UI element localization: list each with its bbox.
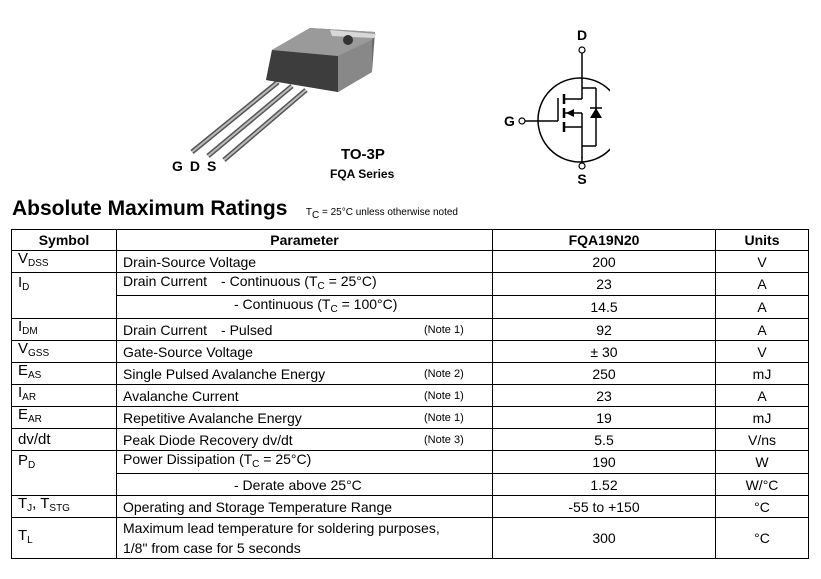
schematic-gate-label: G [504, 113, 515, 129]
table-row [12, 273, 809, 296]
table-row [12, 518, 809, 559]
table-row [12, 296, 809, 319]
value-cell: 190 [493, 451, 716, 474]
value-cell: 92 [493, 319, 716, 341]
package-name: TO-3P [341, 146, 385, 163]
unit-cell: mJ [716, 407, 809, 429]
parameter-cell: Peak Diode Recovery dv/dt (Note 3) [117, 429, 493, 451]
parameter-cell: - Derate above 25°C [117, 474, 493, 496]
symbol-cell: $E_{AS}$ [12, 363, 117, 385]
table-row [12, 319, 809, 341]
note-reference: (Note 1) [424, 390, 464, 402]
unit-cell: V [716, 341, 809, 363]
symbol-cell: $I_{AR}$ [12, 385, 117, 407]
unit-cell: mJ [716, 363, 809, 385]
value-cell: 250 [493, 363, 716, 385]
section-heading [12, 197, 458, 221]
header-parameter: Parameter [117, 230, 493, 251]
note-reference: (Note 2) [424, 368, 464, 380]
package-pin-labels [172, 158, 223, 174]
absolute-maximum-ratings-table [11, 229, 809, 559]
symbol-cell: $V_{GSS}$ [12, 341, 117, 363]
unit-cell: A [716, 385, 809, 407]
symbol-cell: $P_D$ [12, 451, 117, 496]
unit-cell: A [716, 273, 809, 296]
value-cell: 19 [493, 407, 716, 429]
value-cell: ± 30 [493, 341, 716, 363]
parameter-cell: Power Dissipation $(T_C = 25^\circ C)$ [117, 451, 493, 474]
header-units: Units [716, 230, 809, 251]
symbol-cell: $V_{DSS}$ [12, 251, 117, 273]
value-cell: 200 [493, 251, 716, 273]
symbol-cell: $E_{AR}$ [12, 407, 117, 429]
symbol-cell: $T_L$ [12, 518, 117, 559]
value-cell: 300 [493, 518, 716, 559]
table-row [12, 385, 809, 407]
unit-cell: V [716, 251, 809, 273]
unit-cell: W [716, 451, 809, 474]
parameter-cell: Single Pulsed Avalanche Energy (Note 2) [117, 363, 493, 385]
table-row [12, 407, 809, 429]
parameter-cell: Drain Current - Continuous $(T_C = 25^\circ C)$ [117, 273, 493, 296]
value-cell: -55 to +150 [493, 496, 716, 518]
note-reference: (Note 1) [424, 412, 464, 424]
value-cell: 1.52 [493, 474, 716, 496]
package-series: FQA Series [330, 167, 395, 181]
parameter-cell: Avalanche Current (Note 1) [117, 385, 493, 407]
header-part-number: FQA19N20 [493, 230, 716, 251]
table-row [12, 251, 809, 273]
unit-cell: °C [716, 518, 809, 559]
symbol-cell: dv/dt [12, 429, 117, 451]
parameter-cell: Drain Current - Pulsed (Note 1) [117, 319, 493, 341]
unit-cell: V/ns [716, 429, 809, 451]
table-header-row [12, 230, 809, 251]
symbol-cell: $T_J$, $T_{STG}$ [12, 496, 117, 518]
mosfet-schematic-symbol [500, 26, 610, 186]
parameter-cell: Operating and Storage Temperature Range [117, 496, 493, 518]
table-row [12, 496, 809, 518]
pin-label-source: S [207, 158, 218, 174]
pin-label-gate: G [172, 158, 184, 174]
unit-cell: A [716, 319, 809, 341]
table-row [12, 363, 809, 385]
parameter-cell: Maximum lead temperature for soldering purposes, 1/8" from case for 5 seconds [117, 518, 493, 559]
table-row [12, 341, 809, 363]
value-cell: 23 [493, 273, 716, 296]
parameter-cell: Drain-Source Voltage [117, 251, 493, 273]
section-title: Absolute Maximum Ratings [12, 197, 288, 220]
note-reference: (Note 1) [424, 324, 464, 336]
table-row [12, 451, 809, 474]
table-row [12, 474, 809, 496]
symbol-cell: $I_{DM}$ [12, 319, 117, 341]
value-cell: 14.5 [493, 296, 716, 319]
value-cell: 23 [493, 385, 716, 407]
temperature-condition: TC = 25°C unless otherwise noted [305, 207, 458, 221]
unit-cell: A [716, 296, 809, 319]
schematic-source-label: S [577, 171, 587, 186]
header-symbol: Symbol [12, 230, 117, 251]
unit-cell: °C [716, 496, 809, 518]
symbol-cell: $I_D$ [12, 273, 117, 319]
pin-label-drain: D [189, 158, 202, 174]
note-reference: (Note 3) [424, 434, 464, 446]
unit-cell: W/°C [716, 474, 809, 496]
schematic-drain-label: D [576, 27, 588, 43]
table-row [12, 429, 809, 451]
parameter-cell: - Continuous $(T_C = 100^\circ C)$ [117, 296, 493, 319]
parameter-cell: Gate-Source Voltage [117, 341, 493, 363]
value-cell: 5.5 [493, 429, 716, 451]
parameter-cell: Repetitive Avalanche Energy (Note 1) [117, 407, 493, 429]
